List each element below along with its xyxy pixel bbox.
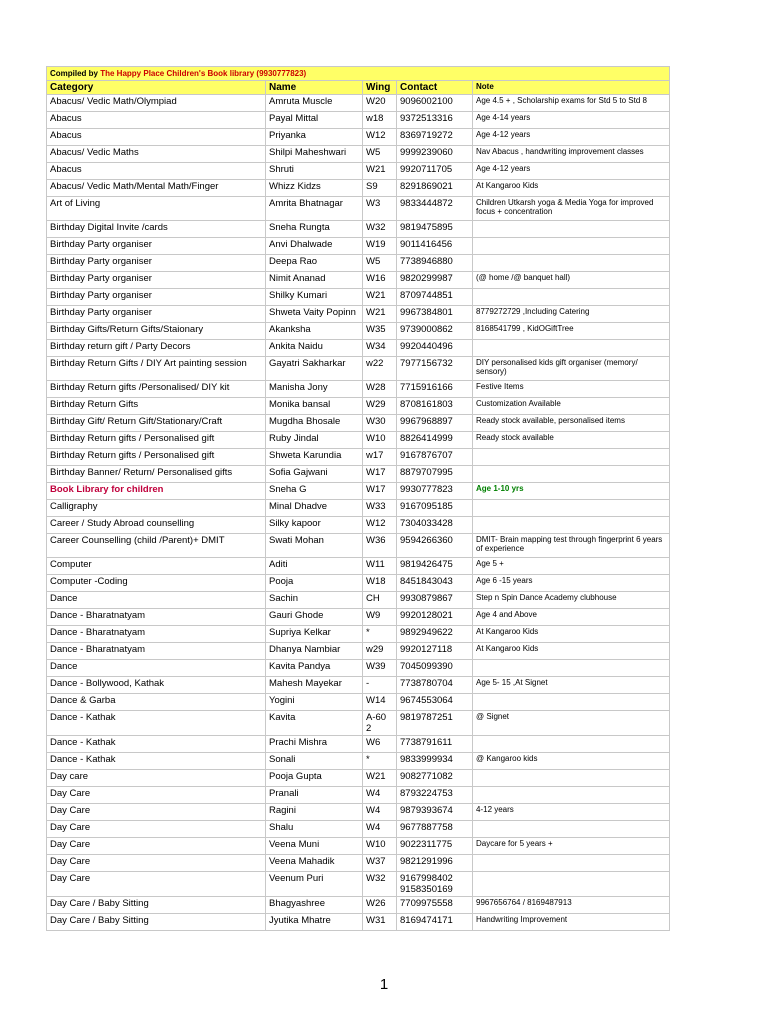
cell-note: Nav Abacus , handwriting improvement classes — [473, 146, 670, 163]
table-row — [47, 357, 670, 381]
cell-note: Age 5- 15 ,At Signet — [473, 677, 670, 694]
cell-name: Ragini — [266, 804, 363, 821]
cell-contact: 9167998402 9158350169 — [397, 872, 473, 897]
cell-category: Book Library for children — [47, 483, 266, 500]
cell-note: Age 4-12 years — [473, 163, 670, 180]
compiled-by-source: The Happy Place Children's Book library (9930777823) — [100, 69, 307, 78]
table-row — [47, 146, 670, 163]
cell-category: Dance - Kathak — [47, 736, 266, 753]
cell-category: Birthday Return gifts /Personalised/ DIY kit — [47, 381, 266, 398]
cell-category: Dance - Bharatnatyam — [47, 643, 266, 660]
cell-contact: 9096002100 — [397, 95, 473, 112]
cell-note: 9967656764 / 8169487913 — [473, 897, 670, 914]
cell-wing: W21 — [363, 770, 397, 787]
cell-note — [473, 821, 670, 838]
cell-category: Day Care / Baby Sitting — [47, 897, 266, 914]
table-row — [47, 95, 670, 112]
table-row — [47, 643, 670, 660]
cell-category: Day Care — [47, 821, 266, 838]
cell-name: Gayatri Sakharkar — [266, 357, 363, 381]
cell-contact: 9819787251 — [397, 711, 473, 736]
cell-wing: W36 — [363, 534, 397, 558]
cell-wing: W12 — [363, 129, 397, 146]
cell-contact: 9820299987 — [397, 272, 473, 289]
cell-wing: W17 — [363, 466, 397, 483]
compiled-by-prefix: Compiled by — [50, 69, 101, 78]
cell-wing: - — [363, 677, 397, 694]
cell-wing: w29 — [363, 643, 397, 660]
cell-name: Bhagyashree — [266, 897, 363, 914]
cell-note: @ Kangaroo kids — [473, 753, 670, 770]
cell-contact: 8451843043 — [397, 575, 473, 592]
cell-category: Dance - Bharatnatyam — [47, 609, 266, 626]
cell-name: Anvi Dhalwade — [266, 238, 363, 255]
cell-wing: * — [363, 753, 397, 770]
cell-wing: A-60 2 — [363, 711, 397, 736]
cell-note — [473, 449, 670, 466]
cell-wing: * — [363, 626, 397, 643]
cell-category: Birthday Digital Invite /cards — [47, 221, 266, 238]
cell-contact: 8826414999 — [397, 432, 473, 449]
cell-note: (@ home /@ banquet hall) — [473, 272, 670, 289]
cell-category: Dance — [47, 592, 266, 609]
table-row — [47, 398, 670, 415]
cell-contact: 9999239060 — [397, 146, 473, 163]
cell-wing: W19 — [363, 238, 397, 255]
cell-wing: W35 — [363, 323, 397, 340]
cell-contact: 9920127118 — [397, 643, 473, 660]
table-row — [47, 289, 670, 306]
cell-category: Dance - Kathak — [47, 753, 266, 770]
cell-name: Mugdha Bhosale — [266, 415, 363, 432]
cell-contact: 8169474171 — [397, 914, 473, 931]
cell-note — [473, 340, 670, 357]
cell-wing: W30 — [363, 415, 397, 432]
cell-category: Birthday Party organiser — [47, 238, 266, 255]
cell-wing: W5 — [363, 146, 397, 163]
cell-name: Gauri Ghode — [266, 609, 363, 626]
column-header-row — [47, 81, 670, 95]
cell-category: Dance - Bharatnatyam — [47, 626, 266, 643]
cell-wing: W34 — [363, 340, 397, 357]
cell-note: Age 4 and Above — [473, 609, 670, 626]
cell-note — [473, 238, 670, 255]
table-row — [47, 821, 670, 838]
cell-category: Dance - Bollywood, Kathak — [47, 677, 266, 694]
table-row — [47, 112, 670, 129]
cell-category: Birthday Return gifts / Personalised gift — [47, 449, 266, 466]
cell-name: Amrita Bhatnagar — [266, 197, 363, 221]
cell-wing: W4 — [363, 804, 397, 821]
table-row — [47, 626, 670, 643]
cell-category: Day Care — [47, 804, 266, 821]
cell-contact: 8291869021 — [397, 180, 473, 197]
cell-category: Day Care — [47, 787, 266, 804]
column-header-note: Note — [473, 81, 670, 95]
table-row — [47, 660, 670, 677]
cell-category: Birthday Banner/ Return/ Personalised gifts — [47, 466, 266, 483]
cell-name: Silky kapoor — [266, 517, 363, 534]
cell-contact: 9833444872 — [397, 197, 473, 221]
cell-name: Deepa Rao — [266, 255, 363, 272]
cell-contact: 9879393674 — [397, 804, 473, 821]
table-row — [47, 500, 670, 517]
cell-category: Birthday Party organiser — [47, 306, 266, 323]
table-row — [47, 272, 670, 289]
cell-name: Supriya Kelkar — [266, 626, 363, 643]
cell-contact: 9821291996 — [397, 855, 473, 872]
cell-name: Minal Dhadve — [266, 500, 363, 517]
cell-wing: W28 — [363, 381, 397, 398]
cell-category: Abacus — [47, 129, 266, 146]
cell-contact: 9819475895 — [397, 221, 473, 238]
cell-wing: W4 — [363, 821, 397, 838]
table-row — [47, 711, 670, 736]
cell-note: DIY personalised kids gift organiser (memory/ sensory) — [473, 357, 670, 381]
cell-name: Amruta Muscle — [266, 95, 363, 112]
cell-wing: W16 — [363, 272, 397, 289]
table-row — [47, 694, 670, 711]
cell-name: Whizz Kidzs — [266, 180, 363, 197]
cell-name: Sachin — [266, 592, 363, 609]
cell-wing: W29 — [363, 398, 397, 415]
cell-name: Monika bansal — [266, 398, 363, 415]
cell-contact: 9930879867 — [397, 592, 473, 609]
cell-category: Dance - Kathak — [47, 711, 266, 736]
table-row — [47, 770, 670, 787]
cell-name: Shweta Vaity Popinn — [266, 306, 363, 323]
cell-category: Birthday Return Gifts — [47, 398, 266, 415]
cell-name: Shalu — [266, 821, 363, 838]
table-row — [47, 129, 670, 146]
table-row — [47, 306, 670, 323]
cell-contact: 8879707995 — [397, 466, 473, 483]
cell-category: Abacus/ Vedic Math/Olympiad — [47, 95, 266, 112]
cell-note: Ready stock available, personalised items — [473, 415, 670, 432]
cell-category: Day Care — [47, 855, 266, 872]
cell-name: Sofia Gajwani — [266, 466, 363, 483]
table-row — [47, 558, 670, 575]
cell-wing: W4 — [363, 787, 397, 804]
cell-note — [473, 694, 670, 711]
cell-note — [473, 736, 670, 753]
cell-note — [473, 517, 670, 534]
cell-wing: W18 — [363, 575, 397, 592]
cell-wing: W32 — [363, 221, 397, 238]
cell-wing: W26 — [363, 897, 397, 914]
cell-note: Step n Spin Dance Academy clubhouse — [473, 592, 670, 609]
cell-note: Age 1-10 yrs — [473, 483, 670, 500]
table-row — [47, 415, 670, 432]
cell-category: Birthday Return Gifts / DIY Art painting session — [47, 357, 266, 381]
cell-category: Art of Living — [47, 197, 266, 221]
cell-wing: W14 — [363, 694, 397, 711]
cell-category: Birthday Gift/ Return Gift/Stationary/Craft — [47, 415, 266, 432]
cell-note — [473, 787, 670, 804]
cell-name: Shruti — [266, 163, 363, 180]
cell-note — [473, 770, 670, 787]
cell-note: At Kangaroo Kids — [473, 626, 670, 643]
cell-contact: 9674553064 — [397, 694, 473, 711]
cell-note: Festive Items — [473, 381, 670, 398]
cell-name: Prachi Mishra — [266, 736, 363, 753]
cell-category: Day Care / Baby Sitting — [47, 914, 266, 931]
cell-category: Day Care — [47, 872, 266, 897]
cell-contact: 9022311775 — [397, 838, 473, 855]
cell-name: Shilky Kumari — [266, 289, 363, 306]
table-row — [47, 238, 670, 255]
table-row — [47, 592, 670, 609]
table-row — [47, 180, 670, 197]
cell-contact: 8793224753 — [397, 787, 473, 804]
cell-category: Career Counselling (child /Parent)+ DMIT — [47, 534, 266, 558]
cell-contact: 9677887758 — [397, 821, 473, 838]
cell-contact: 8709744851 — [397, 289, 473, 306]
cell-contact: 7304033428 — [397, 517, 473, 534]
table-row — [47, 872, 670, 897]
cell-note: Customization Available — [473, 398, 670, 415]
cell-contact: 9739000862 — [397, 323, 473, 340]
cell-contact: 9594266360 — [397, 534, 473, 558]
cell-category: Birthday Party organiser — [47, 289, 266, 306]
table-row — [47, 897, 670, 914]
cell-contact: 8708161803 — [397, 398, 473, 415]
cell-name: Mahesh Mayekar — [266, 677, 363, 694]
table-row — [47, 575, 670, 592]
cell-category: Abacus/ Vedic Maths — [47, 146, 266, 163]
cell-name: Veenum Puri — [266, 872, 363, 897]
cell-wing: w17 — [363, 449, 397, 466]
table-row — [47, 804, 670, 821]
cell-name: Kavita — [266, 711, 363, 736]
cell-note — [473, 466, 670, 483]
cell-note: Ready stock available — [473, 432, 670, 449]
cell-category: Birthday Party organiser — [47, 272, 266, 289]
cell-note — [473, 660, 670, 677]
cell-category: Career / Study Abroad counselling — [47, 517, 266, 534]
table-row — [47, 197, 670, 221]
cell-contact: 9920128021 — [397, 609, 473, 626]
table-row — [47, 753, 670, 770]
cell-wing: W3 — [363, 197, 397, 221]
cell-category: Birthday Return gifts / Personalised gift — [47, 432, 266, 449]
cell-wing: S9 — [363, 180, 397, 197]
cell-name: Veena Mahadik — [266, 855, 363, 872]
cell-note: Handwriting Improvement — [473, 914, 670, 931]
cell-category: Computer -Coding — [47, 575, 266, 592]
cell-note: Age 6 -15 years — [473, 575, 670, 592]
cell-name: Aditi — [266, 558, 363, 575]
cell-name: Payal Mittal — [266, 112, 363, 129]
cell-wing: W33 — [363, 500, 397, 517]
cell-category: Dance — [47, 660, 266, 677]
cell-wing: W11 — [363, 558, 397, 575]
cell-wing: W37 — [363, 855, 397, 872]
page-number: 1 — [379, 976, 389, 993]
cell-contact: 9967384801 — [397, 306, 473, 323]
table-row — [47, 677, 670, 694]
cell-category: Abacus — [47, 163, 266, 180]
cell-note: Age 5 + — [473, 558, 670, 575]
cell-category: Abacus/ Vedic Math/Mental Math/Finger — [47, 180, 266, 197]
cell-wing: w22 — [363, 357, 397, 381]
cell-note: Age 4-14 years — [473, 112, 670, 129]
column-header-contact: Contact — [397, 81, 473, 95]
table-row — [47, 323, 670, 340]
cell-wing: W10 — [363, 838, 397, 855]
cell-note: @ Signet — [473, 711, 670, 736]
cell-contact: 9967968897 — [397, 415, 473, 432]
cell-wing: W6 — [363, 736, 397, 753]
cell-category: Birthday Gifts/Return Gifts/Staionary — [47, 323, 266, 340]
cell-note — [473, 289, 670, 306]
cell-name: Dhanya Nambiar — [266, 643, 363, 660]
table-row — [47, 736, 670, 753]
cell-note: At Kangaroo Kids — [473, 180, 670, 197]
cell-contact: 9930777823 — [397, 483, 473, 500]
cell-note: Children Utkarsh yoga & Media Yoga for improved focus + concentration — [473, 197, 670, 221]
cell-contact: 7738791611 — [397, 736, 473, 753]
cell-name: Akanksha — [266, 323, 363, 340]
cell-category: Calligraphy — [47, 500, 266, 517]
cell-wing: W12 — [363, 517, 397, 534]
cell-category: Computer — [47, 558, 266, 575]
table-row — [47, 787, 670, 804]
cell-name: Pranali — [266, 787, 363, 804]
cell-name: Kavita Pandya — [266, 660, 363, 677]
cell-name: Pooja — [266, 575, 363, 592]
cell-category: Day Care — [47, 838, 266, 855]
table-row — [47, 163, 670, 180]
cell-category: Dance & Garba — [47, 694, 266, 711]
cell-name: Ankita Naidu — [266, 340, 363, 357]
cell-note: Age 4.5 + , Scholarship exams for Std 5 to Std 8 — [473, 95, 670, 112]
cell-note: 8779272729 ,Including Catering — [473, 306, 670, 323]
compiled-by-row — [47, 67, 670, 81]
cell-wing: W10 — [363, 432, 397, 449]
table-row — [47, 855, 670, 872]
cell-contact: 9819426475 — [397, 558, 473, 575]
cell-contact: 8369719272 — [397, 129, 473, 146]
cell-wing: W21 — [363, 289, 397, 306]
column-header-name: Name — [266, 81, 363, 95]
cell-name: Yogini — [266, 694, 363, 711]
cell-contact: 9920711705 — [397, 163, 473, 180]
table-row — [47, 466, 670, 483]
cell-name: Nimit Ananad — [266, 272, 363, 289]
table-row — [47, 340, 670, 357]
cell-note: At Kangaroo Kids — [473, 643, 670, 660]
cell-wing: W21 — [363, 163, 397, 180]
cell-contact: 7709975558 — [397, 897, 473, 914]
table-row — [47, 255, 670, 272]
cell-contact: 9167876707 — [397, 449, 473, 466]
cell-name: Pooja Gupta — [266, 770, 363, 787]
cell-name: Priyanka — [266, 129, 363, 146]
cell-contact: 9372513316 — [397, 112, 473, 129]
cell-contact: 9892949622 — [397, 626, 473, 643]
table-row — [47, 381, 670, 398]
cell-category: Birthday return gift / Party Decors — [47, 340, 266, 357]
cell-note — [473, 855, 670, 872]
table-row — [47, 838, 670, 855]
table-row — [47, 483, 670, 500]
column-header-category: Category — [47, 81, 266, 95]
cell-note: Daycare for 5 years + — [473, 838, 670, 855]
cell-wing: w18 — [363, 112, 397, 129]
cell-wing: W5 — [363, 255, 397, 272]
cell-note — [473, 255, 670, 272]
cell-name: Swati Mohan — [266, 534, 363, 558]
table-row — [47, 221, 670, 238]
cell-contact: 7738946880 — [397, 255, 473, 272]
table-row — [47, 914, 670, 931]
cell-note — [473, 500, 670, 517]
cell-category: Abacus — [47, 112, 266, 129]
cell-name: Jyutika Mhatre — [266, 914, 363, 931]
cell-name: Sonali — [266, 753, 363, 770]
cell-note: 4-12 years — [473, 804, 670, 821]
cell-contact: 7045099390 — [397, 660, 473, 677]
cell-category: Day care — [47, 770, 266, 787]
cell-note: 8168541799 , KidOGiftTree — [473, 323, 670, 340]
cell-wing: W21 — [363, 306, 397, 323]
cell-wing: W31 — [363, 914, 397, 931]
contacts-table — [46, 66, 670, 931]
cell-note: DMIT- Brain mapping test through fingerprint 6 years of experience — [473, 534, 670, 558]
compiled-by-cell — [47, 67, 670, 81]
cell-contact: 9082771082 — [397, 770, 473, 787]
cell-name: Veena Muni — [266, 838, 363, 855]
cell-name: Sneha G — [266, 483, 363, 500]
cell-name: Shilpi Maheshwari — [266, 146, 363, 163]
table-row — [47, 449, 670, 466]
column-header-wing: Wing — [363, 81, 397, 95]
cell-contact: 7977156732 — [397, 357, 473, 381]
table-row — [47, 609, 670, 626]
cell-note — [473, 872, 670, 897]
cell-wing: W39 — [363, 660, 397, 677]
cell-contact: 7738780704 — [397, 677, 473, 694]
cell-wing: W17 — [363, 483, 397, 500]
cell-wing: W32 — [363, 872, 397, 897]
cell-name: Shweta Karundia — [266, 449, 363, 466]
cell-wing: W9 — [363, 609, 397, 626]
cell-contact: 9920440496 — [397, 340, 473, 357]
cell-contact: 9833999934 — [397, 753, 473, 770]
cell-note — [473, 221, 670, 238]
table-row — [47, 517, 670, 534]
cell-contact: 9011416456 — [397, 238, 473, 255]
table-row — [47, 432, 670, 449]
cell-name: Manisha Jony — [266, 381, 363, 398]
cell-contact: 7715916166 — [397, 381, 473, 398]
table-row — [47, 534, 670, 558]
cell-name: Ruby Jindal — [266, 432, 363, 449]
cell-contact: 9167095185 — [397, 500, 473, 517]
cell-category: Birthday Party organiser — [47, 255, 266, 272]
cell-name: Sneha Rungta — [266, 221, 363, 238]
cell-wing: W20 — [363, 95, 397, 112]
cell-wing: CH — [363, 592, 397, 609]
cell-note: Age 4-12 years — [473, 129, 670, 146]
